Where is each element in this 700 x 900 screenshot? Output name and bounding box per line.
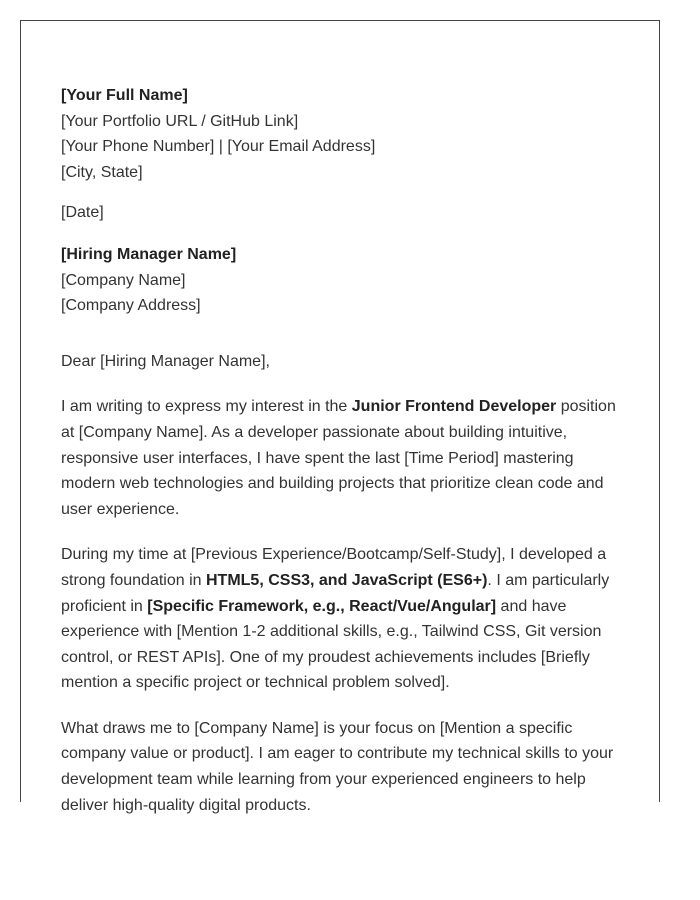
sender-block xyxy=(61,83,631,185)
paragraph-text: . I am particularly proficient in xyxy=(61,571,610,615)
paragraph-text: What draws me to [Company Name] is your focus on [Mention a specific company value or product]. I am eager to contribute my technical skills to your development team while learning from your experienced engineers to help deliver high-quality digital products. xyxy=(61,719,614,814)
sender-contact: [Your Phone Number] | [Your Email Address] xyxy=(61,138,376,156)
sender-name: [Your Full Name] xyxy=(61,87,188,104)
paragraph-text: position at [Company Name]. As a developer passionate about building intuitive, responsive user interfaces, I have spent the last [Time Period] mastering modern web technologies and building projects that prioritize clean code and user experience. xyxy=(61,398,616,518)
sender-portfolio: [Your Portfolio URL / GitHub Link] xyxy=(61,112,299,130)
letter-page xyxy=(20,20,660,814)
paragraph-motivation xyxy=(61,716,631,818)
recipient-address: [Company Address] xyxy=(61,297,201,315)
sender-location: [City, State] xyxy=(61,163,143,181)
date-block xyxy=(61,200,631,226)
paragraph-text: I am writing to express my interest in the xyxy=(61,398,352,416)
framework-skill: [Specific Framework, e.g., React/Vue/Angular] xyxy=(147,597,497,615)
core-skills: HTML5, CSS3, and JavaScript (ES6+) xyxy=(206,571,488,589)
letter-date: [Date] xyxy=(61,204,104,222)
paragraph-text: During my time at [Previous Experience/Bootcamp/Self-Study], I developed a strong foundation in xyxy=(61,546,607,589)
letter-body xyxy=(61,83,631,818)
position-title: Junior Frontend Developer xyxy=(351,398,557,416)
recipient-name: [Hiring Manager Name] xyxy=(61,245,237,263)
paragraph-text: and have experience with [Mention 1-2 additional skills, e.g., Tailwind CSS, Git version control, or REST APIs]. One of my proudest achievements includes [Briefly mention a specific project or technical problem solved]. xyxy=(61,597,602,692)
salutation: Dear [Hiring Manager Name], xyxy=(61,352,270,370)
paragraph-intro xyxy=(61,394,631,522)
paragraph-skills xyxy=(61,542,631,696)
recipient-company: [Company Name] xyxy=(61,271,186,289)
recipient-block xyxy=(61,242,631,319)
